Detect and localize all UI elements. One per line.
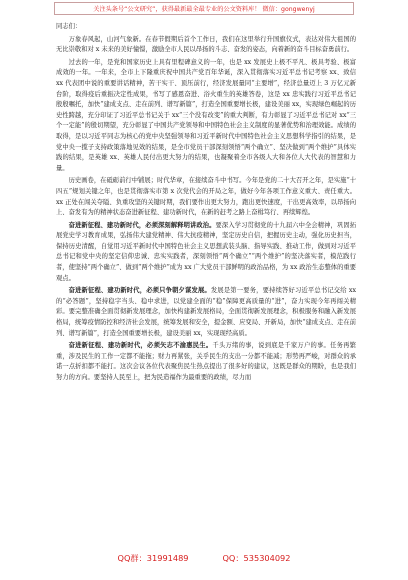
promo-banner-text: 关注头条号“公文研究”，获得最新最全最专业的公文资料库！ 微信：gongwenyj <box>93 6 315 13</box>
paragraph <box>56 286 356 339</box>
paragraph-heading: 奋进新征程、建功新时代，必须只争朝夕谋发展。 <box>68 287 211 295</box>
paragraph <box>56 221 356 285</box>
paragraph-text: 过去的一年，是党和国家历史上具有里程碑意义的一年，也是 xx 发展史上极不平凡、极具考验、极富成效的一年。一年来，全市上下隆重庆祝中国共产党百年华诞，深入贯彻落实习近平总书记考察 xx、致信 xx 代表团中说的重要讲话精神，苦干实干、顶压前行，经济发展量同“主要增”，经济总量迈上 3 万亿元新台阶，取得疫后重振决定性成果，书写了感恩奋进、浴火重生的英雄答卷，这是 xx 忠实践行习近平总书记殷殷嘱托，加快“建成支点、走在前列、谱写新篇”，打造全国重要增长极，建设美丽 xx，实现绿色崛起的历史性跨越，充分印证了习近平总书记关于 xx“三个没有改变”的重大判断，有力彰显了习近平总书记对 xx“三个一定能”的殷切期望，充分彰显了中国共产党领导和中国特色社会主义制度的显著优势和治理效能。成绩的取得，是以习近平同志为核心的党中央坚强领导和习近平新时代中国特色社会主义思想科学指引的结果，是党中央一揽子支持政策落地见效的结果，是全市党员干部深刻领悟“两个确立”、坚决做到“两个维护”具体实践的结果，是英雄 xx、英雄人民付出更大努力的结果，也凝聚着全市各级人大和各位人大代表的智慧和力量。 <box>56 58 356 172</box>
paragraph-heading: 奋进新征程、建功新时代，必须深刻解释明讲政治。 <box>68 221 216 229</box>
paragraph-heading: 奋进新征程、建功新时代，必须矢志不渝惠民生。 <box>68 342 213 350</box>
paragraph <box>56 341 356 383</box>
paragraph-text: 历史画卷，在砥砺前行中铺展；时代华章，在接续奋斗中书写。今年是党的二十大召开之年，是实施“十四五”规划关键之年，也是贯彻落实市第 x 次党代会的开局之年，做好今年各项工作意义重大、责任重大。xx 正处在闯关夺隘、负重攻坚的关键时期，我们要作出更大努力，跑出更快速度，干出更高效率，以昂扬向上、奋发有为的精神状态奋进新征程、建功新时代，在新的赶考之路上奋楫笃行、再续辉煌。 <box>56 177 356 217</box>
paragraph <box>56 35 356 56</box>
promo-banner <box>54 2 354 15</box>
footer-qq-group: QQ群：31991489 <box>117 553 189 563</box>
paragraph <box>56 58 356 175</box>
paragraph-text: 万象春风起，山河气象新。在春节假期后首个工作日，我们在这里举行升国旗仪式，表达对伟大祖国的无比崇敬和对 x 未来的美好憧憬，激励全市人民以昂扬的斗志、奋发的姿态，向着新的奋斗目标奋勇前行。 <box>56 35 356 54</box>
footer-contact <box>0 553 408 565</box>
paragraph-text: 千头万绪的事，说到底是千家万户的事。任务再繁重，涉及民生的工作一定都不能拖；财力再紧张，关乎民生的支出一分都不能减；形势再严峻，对群众的承诺一点折扣都不能打。这次会议各位代表聚焦民生热点提出了很多好的建议，这既是群众的期盼，也是我们努力的方向。要坚持人民至上，把为民造福作为最重要的政绩，尽力而 <box>56 342 356 381</box>
document-body <box>56 22 356 532</box>
paragraph <box>56 176 356 218</box>
footer-qq: QQ：535304092 <box>222 553 291 563</box>
paragraph-text: 要深入学习贯彻党的十九届六中全会精神，巩固拓展党史学习教育成果，弘扬伟大建党精神、伟大抗疫精神，坚定历史自信，把握历史主动，强化历史担当，保持历史清醒，自觉用习近平新时代中国特色社会主义思想武装头脑、指导实践、推动工作，做到对习近平总书记和党中央的坚定信仰忠诚、忠实实践者，深刻领悟“两个确立”“两个维护”的坚决落实者，模范践行者，使坚持“两个确立”、做到“两个维护”成为 xx 广大党员干部鲜明的政治品格，为 xx 政治生态整体的重要观点。 <box>56 221 356 282</box>
salutation: 同志们： <box>56 23 82 30</box>
paragraph-text: 发展是第一要务，要持续答好习近平总书记交给 xx 的“必答题”，坚持稳字当头、稳中求进，以党建全面的“稳”保障更高质量的“进”，奋力实现今年再闯关精彩。要完整准确全面贯彻新发展理念，加快构建新发展格局，全面贯彻新发展理念，积极服务和融入新发展格局，统筹疫情防控和经济社会发展，统筹发展和安全，提金额、应变局、开新局，加快“建成支点、走在前列、谱写新篇”，打造全国重要增长极，建设美丽 xx，实现现经高质。 <box>56 287 356 337</box>
